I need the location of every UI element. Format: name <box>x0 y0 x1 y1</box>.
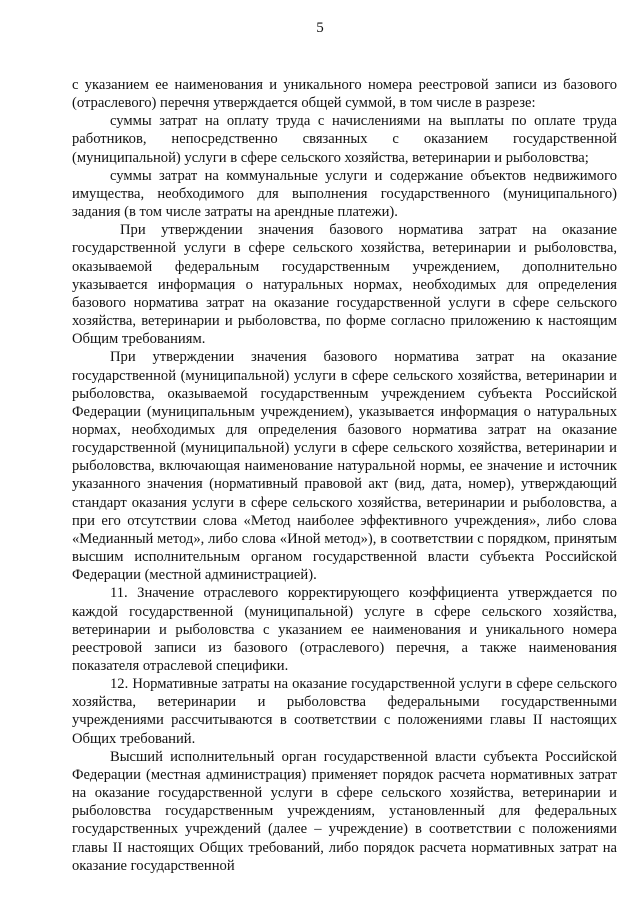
paragraph-executive-body: Высший исполнительный орган государственной власти субъекта Российской Федерации (местная администрация) применяет порядок расчета нормативных затрат на оказание государственной услуги в сфере сельского хозяйства, ветеринарии и рыболовства государственным учреждениям, установленный для федеральных государственных учреждений (далее – учреждение) в соответствии с положениями главы II настоящих Общих требований, либо порядок расчета нормативных затрат на оказание государственной <box>72 748 617 874</box>
paragraph-continuation: с указанием ее наименования и уникального номера реестровой записи из базового (отраслевого) перечня утверждается общей суммой, в том числе в разрезе: <box>72 77 617 112</box>
document-body <box>72 76 617 875</box>
paragraph-utility-costs: суммы затрат на коммунальные услуги и содержание объектов недвижимого имущества, необходимого для выполнения государственного (муниципального) задания (в том числе затраты на арендные платежи). <box>72 167 617 221</box>
page-number: 5 <box>316 20 324 36</box>
paragraph-federal-natural-norms: При утверждении значения базового норматива затрат на оказание государственной услуги в сфере сельского хозяйства, ветеринарии и рыболовства, оказываемой федеральным государственным учреждением, дополнительно указывается информация о натуральных нормах, необходимых для определения базового норматива затрат на оказание государственной услуги в сфере сельского хозяйства, ветеринарии и рыболовства, по форме согласно приложению к настоящим Общим требованиям. <box>72 222 617 348</box>
paragraph-item-12: 12. Нормативные затраты на оказание государственной услуги в сфере сельского хозяйства, ветеринарии и рыболовства федеральными государственными учреждениями рассчитываются в соответствии с положениями главы II настоящих Общих требований. <box>72 676 617 747</box>
paragraph-regional-natural-norms: При утверждении значения базового норматива затрат на оказание государственной (муниципальной) услуги в сфере сельского хозяйства, ветеринарии и рыболовства, оказываемой государственным учреждением субъекта Российской Федерации (муниципальным учреждением), указывается информация о натуральных нормах, необходимых для определения базового норматива затрат на оказание государственной (муниципальной) услуги в сфере сельского хозяйства, ветеринарии и рыболовства, включающая наименование натуральной нормы, ее значение и источник указанного значения (нормативный правовой акт (вид, дата, номер), утверждающий стандарт оказания услуги в сфере сельского хозяйства, ветеринарии и рыболовства, а при его отсутствии слова «Метод наиболее эффективного учреждения», либо слова «Медианный метод», либо слова «Иной метод»), в соответствии с порядком, принятым высшим исполнительным органом государственной власти субъекта Российской Федерации (местной администрацией). <box>72 349 617 584</box>
paragraph-item-11: 11. Значение отраслевого корректирующего коэффициента утверждается по каждой государственной (муниципальной) услуге в сфере сельского хозяйства, ветеринарии и рыболовства с указанием ее наименования и уникального номера реестровой записи из базового (отраслевого) перечня, а также наименования показателя отраслевой специфики. <box>72 585 617 674</box>
paragraph-labor-costs: суммы затрат на оплату труда с начислениями на выплаты по оплате труда работников, непосредственно связанных с оказанием государственной (муниципальной) услуги в сфере сельского хозяйства, ветеринарии и рыболовства; <box>72 113 617 166</box>
